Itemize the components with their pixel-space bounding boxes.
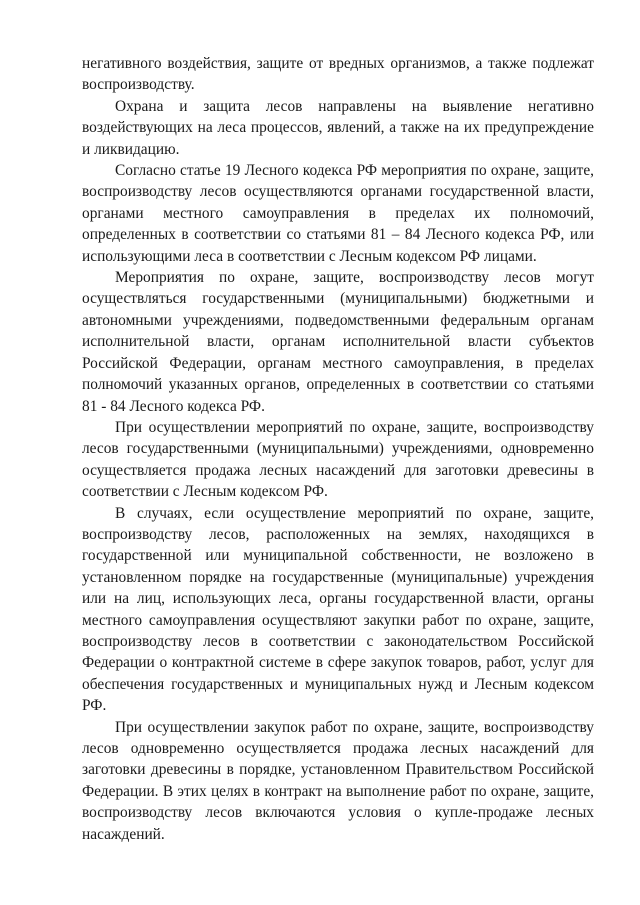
document-body — [82, 53, 594, 845]
paragraph: При осуществлении закупок работ по охране, защите, воспроизводству лесов одновременно осуществляется продажа лесных насаждений для заготовки древесины в порядке, установленном Правительством Российской Федерации. В этих целях в контракт на выполнение работ по охране, защите, воспроизводству лесов включаются условия о купле-продаже лесных насаждений. — [82, 718, 594, 843]
paragraph: Охрана и защита лесов направлены на выявление негативно воздействующих на леса процессов, явлений, а также на их предупреждение и ликвидацию. — [82, 97, 594, 158]
paragraph: Мероприятия по охране, защите, воспроизводству лесов могут осуществляться государственными (муниципальными) бюджетными и автономными учреждениями, подведомственными федеральным органам исполнительной власти, органам исполнительной власти субъектов Российской Федерации, органам местного самоуправления, в пределах полномочий указанных органов, определенных в соответствии со статьями 81 - 84 Лесного кодекса РФ. — [82, 269, 594, 415]
paragraph: При осуществлении мероприятий по охране, защите, воспроизводству лесов государственными (муниципальными) учреждениями, одновременно осуществляется продажа лесных насаждений для заготовки древесины в соответствии с Лесным кодексом РФ. — [82, 418, 594, 501]
paragraph-continued: негативного воздействия, защите от вредных организмов, а также подлежат воспроизводству. — [82, 55, 594, 94]
paragraph: Согласно статье 19 Лесного кодекса РФ мероприятия по охране, защите, воспроизводству лесов осуществляются органами государственной власти, органами местного самоуправления в пределах их полномочий, определенных в соответствии со статьями 81 – 84 Лесного кодекса РФ, или использующими леса в соответствии с Лесным кодексом РФ лицами. — [82, 162, 594, 265]
paragraph: В случаях, если осуществление мероприятий по охране, защите, воспроизводству лесов, расположенных на землях, находящихся в государственной или муниципальной собственности, не возложено в установленном порядке на государственные (муниципальные) учреждения или на лиц, использующих леса, органы государственной власти, органы местного самоуправления осуществляют закупки работ по охране, защите, воспроизводству лесов в соответствии с законодательством Российской Федерации о контрактной системе в сфере закупок товаров, работ, услуг для обеспечения государственных и муниципальных нужд и Лесным кодексом РФ. — [82, 504, 594, 715]
